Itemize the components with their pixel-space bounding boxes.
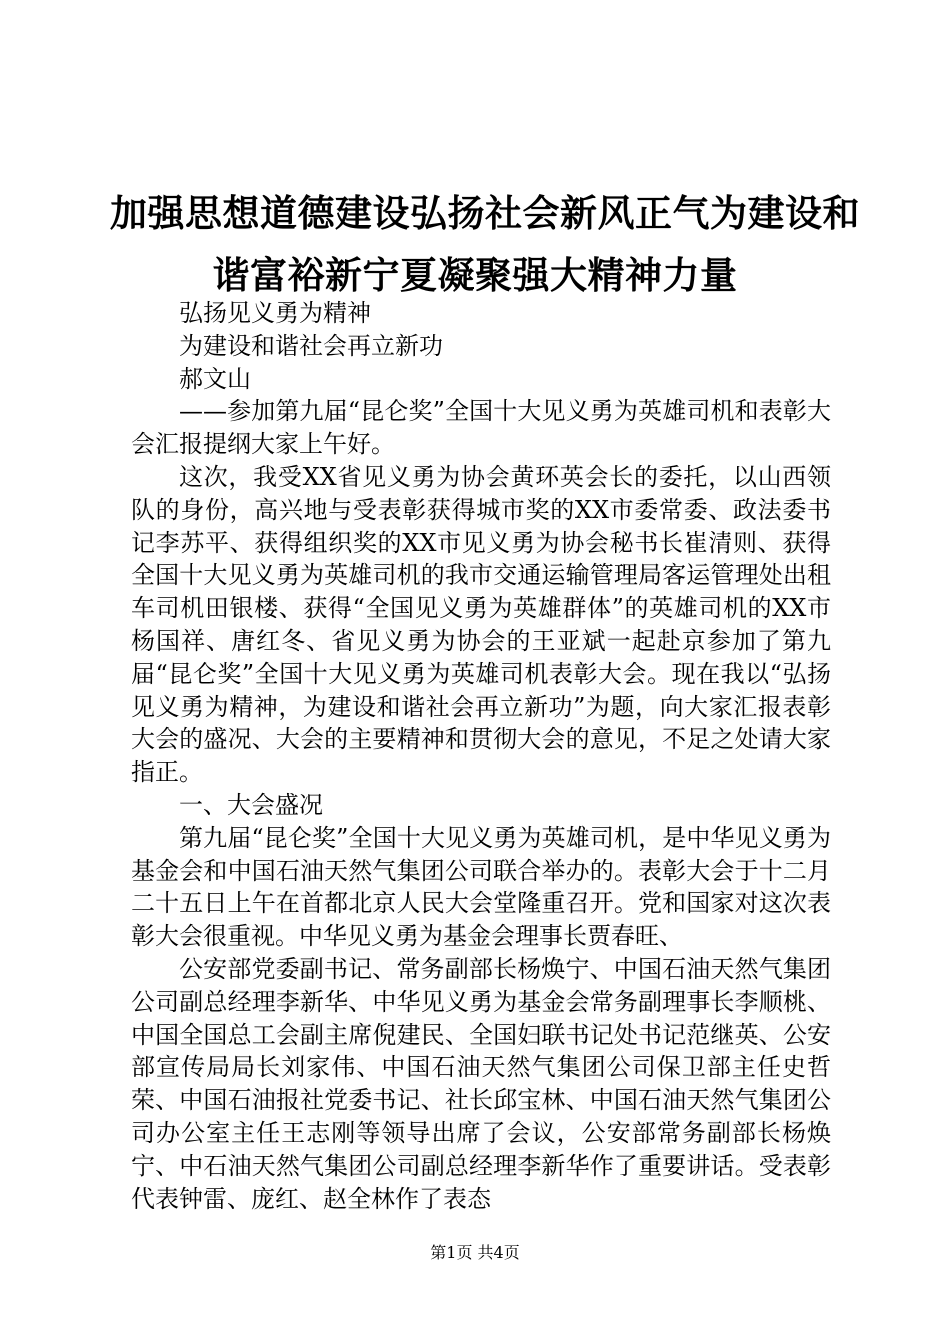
intro-paragraph: 这次，我受XX省见义勇为协会黄环英会长的委托，以山西领队的身份，高兴地与受表彰获得城市奖的XX市委常委、政法委书记李苏平、获得组织奖的XX市见义勇为协会秘书长崔清则、获得全国十大见义勇为英雄司机的我市交通运输管理局客运管理处出租车司机田银楼、获得“全国见义勇为英雄群体”的英雄司机的XX市杨国祥、唐红冬、省见义勇为协会的王亚斌一起赴京参加了第九届“昆仑奖”全国十大见义勇为英雄司机表彰大会。现在我以“弘扬见义勇为精神，为建设和谐社会再立新功”为题，向大家汇报表彰大会的盛况、大会的主要精神和贯彻大会的意见，不足之处请大家指正。 (131, 462, 831, 787)
document-title-line-1: 加强思想道德建设弘扬社会新风正气为建设和 (110, 192, 860, 235)
section-heading: 一、大会盛况 (179, 790, 323, 819)
body-paragraph: 公安部党委副书记、常务副部长杨焕宁、中国石油天然气集团公司副总经理李新华、中华见义勇为基金会常务副理事长李顺桃、中国全国总工会副主席倪建民、全国妇联书记处书记范继英、公安部宣传局局长刘家伟、中国石油天然气集团公司保卫部主任史哲荣、中国石油报社党委书记、社长邱宝林、中国石油天然气集团公司办公室主任王志刚等领导出席了会议，公安部常务副部长杨焕宁、中石油天然气集团公司副总经理李新华作了重要讲话。受表彰代表钟雷、庞红、赵全林作了表态 (131, 954, 831, 1213)
body-paragraph: 第九届“昆仑奖”全国十大见义勇为英雄司机，是中华见义勇为基金会和中国石油天然气集团公司联合举办的。表彰大会于十二月二十五日上午在首都北京人民大会堂隆重召开。党和国家对这次表彰大会很重视。中华见义勇为基金会理事长贾春旺、 (131, 823, 831, 951)
author-name: 郝文山 (179, 364, 251, 393)
report-outline-paragraph: ——参加第九届“昆仑奖”全国十大见义勇为英雄司机和表彰大会汇报提纲大家上午好。 (131, 397, 831, 459)
page-number-footer: 第1页 共4页 (430, 1243, 520, 1262)
subtitle-line-1: 弘扬见义勇为精神 (179, 299, 371, 327)
document-body (131, 297, 831, 1215)
document-title-line-2: 谐富裕新宁夏凝聚强大精神力量 (212, 254, 738, 297)
subtitle-line-2: 为建设和谐社会再立新功 (179, 331, 443, 360)
document-title (110, 183, 860, 307)
